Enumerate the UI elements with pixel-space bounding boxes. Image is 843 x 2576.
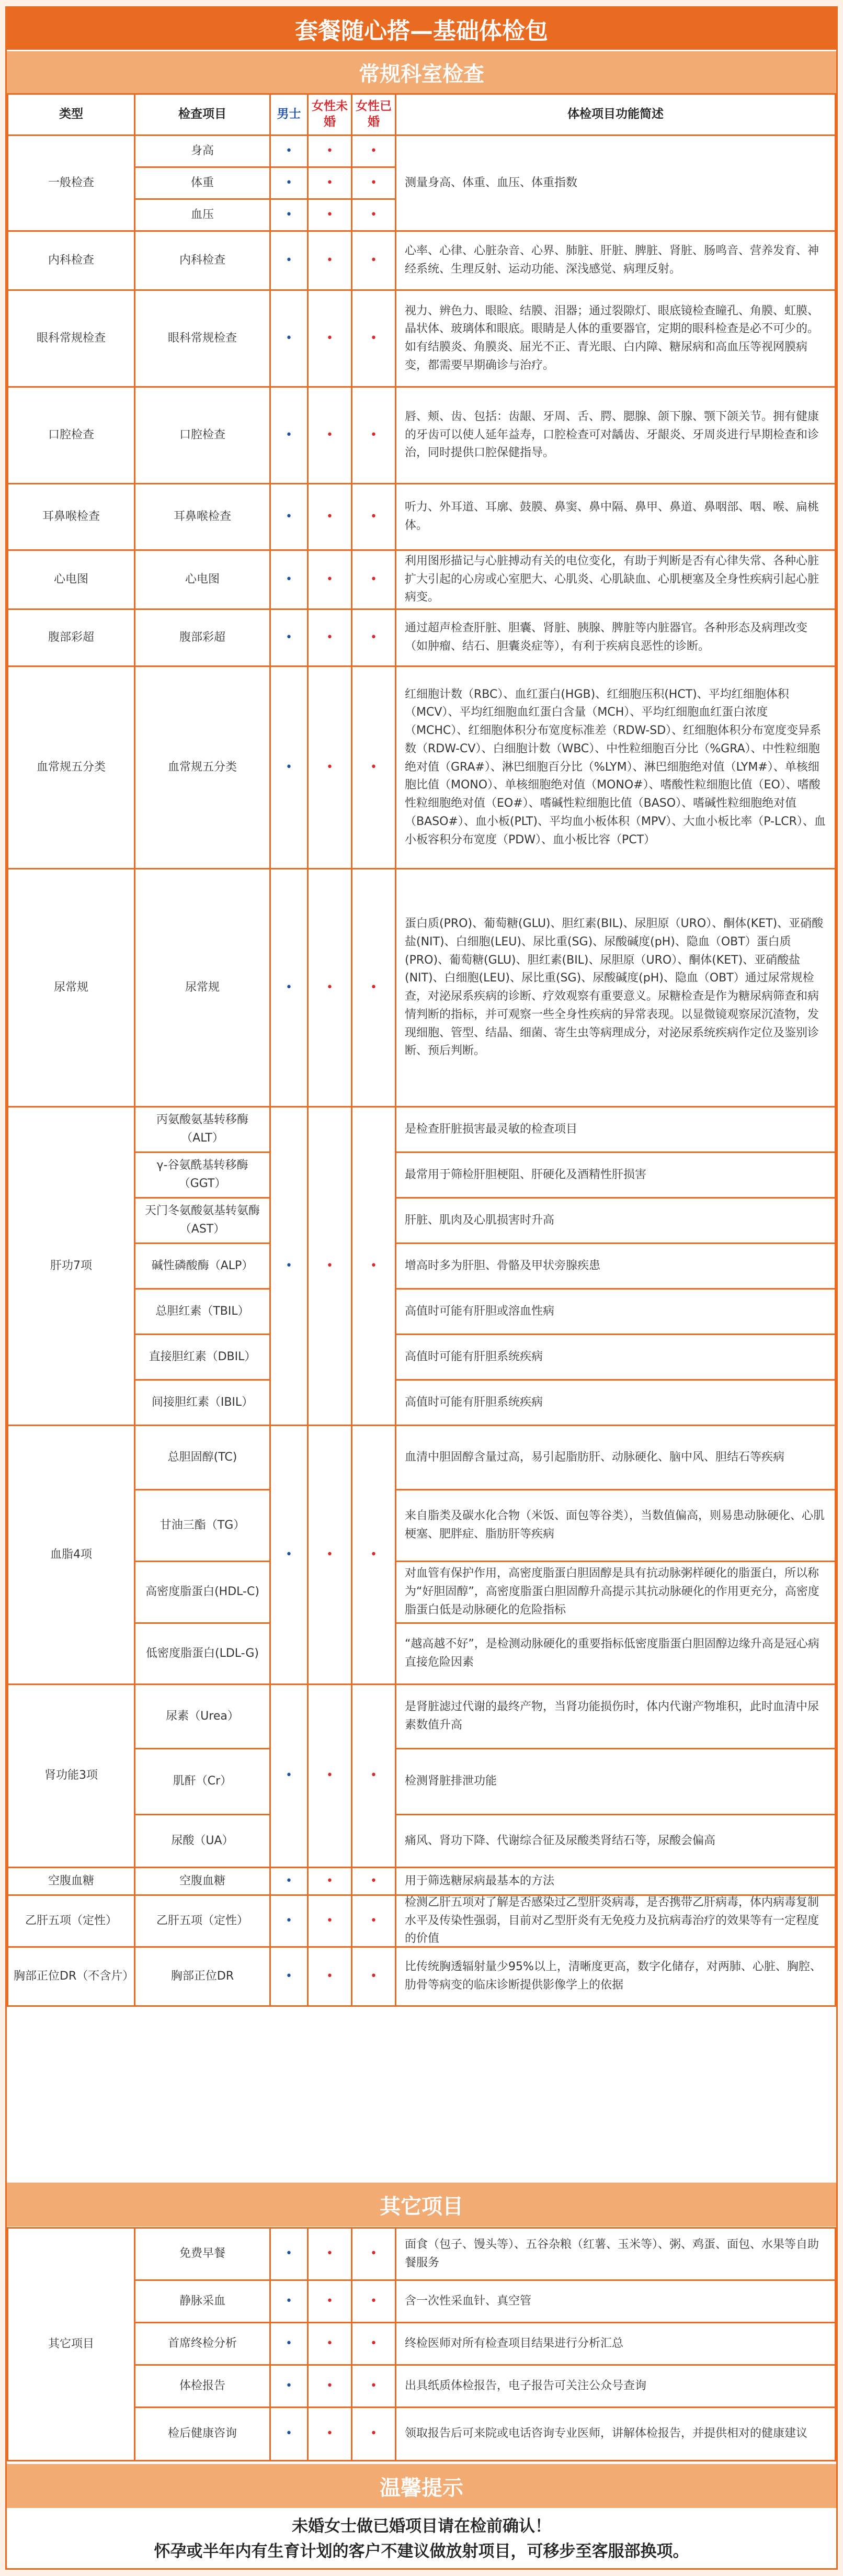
male-mark: •	[271, 388, 307, 483]
item-cell: 直接胆红素（DBIL）	[135, 1335, 269, 1379]
female-unmarried-mark: •	[309, 291, 351, 386]
description-cell: 血清中胆固醇含量过高，易引起脂肪肝、动脉硬化、脑中风、胆结石等疾病	[396, 1426, 835, 1489]
male-mark: •	[271, 667, 307, 868]
female-unmarried-mark: •	[309, 2408, 351, 2460]
male-mark: •	[271, 1685, 307, 1867]
female-married-mark: •	[352, 1426, 395, 1684]
female-unmarried-mark: •	[309, 200, 351, 230]
female-married-mark: •	[352, 2408, 395, 2460]
header-item: 检查项目	[135, 95, 269, 134]
category-cell: 血脂4项	[8, 1426, 134, 1684]
category-cell: 尿常规	[8, 869, 134, 1106]
item-cell: 血常规五分类	[135, 667, 269, 868]
female-married-mark: •	[352, 200, 395, 230]
category-cell: 腹部彩超	[8, 610, 134, 665]
description-cell: 通过超声检查肝脏、胆囊、肾脏、胰腺、脾脏等内脏器官。各种形态及病理改变（如肿瘤、结石、胆囊炎症等），有利于疾病良恶性的诊断。	[396, 610, 835, 665]
description-cell: 领取报告后可来院或电话咨询专业医师，讲解体检报告，并提供相对的健康建议	[396, 2408, 835, 2460]
section-other-title: 其它项目	[7, 2183, 836, 2227]
male-mark: •	[271, 291, 307, 386]
female-unmarried-mark: •	[309, 2281, 351, 2322]
female-married-mark: •	[352, 1108, 395, 1425]
item-cell: 尿常规	[135, 869, 269, 1106]
female-married-mark: •	[352, 168, 395, 198]
description-cell: 高值时可能有肝胆系统疾病	[396, 1381, 835, 1425]
male-mark: •	[271, 1896, 307, 1946]
male-mark: •	[271, 136, 307, 166]
female-married-mark: •	[352, 2366, 395, 2406]
female-unmarried-mark: •	[309, 2366, 351, 2406]
male-mark: •	[271, 2281, 307, 2322]
female-married-mark: •	[352, 1685, 395, 1867]
category-cell: 内科检查	[8, 232, 134, 289]
female-unmarried-mark: •	[309, 388, 351, 483]
female-unmarried-mark: •	[309, 1868, 351, 1894]
description-cell: 高值时可能有肝胆或溶血性病	[396, 1290, 835, 1334]
male-mark: •	[271, 1108, 307, 1425]
female-married-mark: •	[352, 484, 395, 549]
female-married-mark: •	[352, 1896, 395, 1946]
description-cell: 检测乙肝五项对了解是否感染过乙型肝炎病毒，是否携带乙肝病毒，体内病毒复制水平及传染性强弱，目前对乙型肝炎有无免疫力及抗病毒治疗的效果等有一定程度的价值	[396, 1896, 835, 1946]
male-mark: •	[271, 232, 307, 289]
female-married-mark: •	[352, 1948, 395, 2005]
category-cell: 一般检查	[8, 136, 134, 230]
item-cell: 间接胆红素（IBIL）	[135, 1381, 269, 1425]
male-mark: •	[271, 2229, 307, 2279]
male-mark: •	[271, 2323, 307, 2364]
category-cell: 耳鼻喉检查	[8, 484, 134, 549]
description-cell: 测量身高、体重、血压、体重指数	[396, 136, 835, 230]
tip-line: 未婚女士做已婚项目请在检前确认！	[292, 2516, 551, 2536]
description-cell: 红细胞计数（RBC）、血红蛋白(HGB)、红细胞压积(HCT)、平均红细胞体积（MCV）、平均红细胞血红蛋白含量（MCH）、平均红细胞血红蛋白浓度（MCHC）、红细胞体积分布宽度标准差（RDW-SD）、红细胞体积分布宽度变异系数（RDW-CV）、白细胞计数（WBC）、中性粒细胞百分比（%GRA）、中性粒细胞绝对值（GRA#）、淋巴细胞百分比（%LYM）、淋巴细胞绝对值（LYM#）、单核细胞比值（MONO）、单核细胞绝对值（MONO#）、嗜酸性粒细胞比值（EO）、嗜酸性粒细胞绝对值（EO#）、嗜碱性粒细胞比值（BASO）、嗜碱性粒细胞绝对值（BASO#）、血小板(PLT)、平均血小板体积（MPV）、大血小板比率（P-LCR）、血小板容积分布宽度（PDW）、血小板比容（PCT）	[396, 667, 835, 868]
section-routine-title: 常规科室检查	[7, 51, 836, 93]
other-table	[7, 2227, 836, 2461]
category-cell: 胸部正位DR（不含片）	[8, 1948, 134, 2005]
female-married-mark: •	[352, 2281, 395, 2322]
item-cell: γ-谷氨酰基转移酶（GGT）	[135, 1153, 269, 1197]
category-cell: 肝功7项	[8, 1108, 134, 1425]
male-mark: •	[271, 2408, 307, 2460]
female-unmarried-mark: •	[309, 869, 351, 1106]
male-mark: •	[271, 1426, 307, 1684]
category-cell: 空腹血糖	[8, 1868, 134, 1894]
item-cell: 口腔检查	[135, 388, 269, 483]
description-cell: 高值时可能有肝胆系统疾病	[396, 1335, 835, 1379]
male-mark: •	[271, 1948, 307, 2005]
description-cell: 用于筛选糖尿病最基本的方法	[396, 1868, 835, 1894]
female-unmarried-mark: •	[309, 2229, 351, 2279]
item-cell: 眼科常规检查	[135, 291, 269, 386]
female-unmarried-mark: •	[309, 168, 351, 198]
description-cell: 对血管有保护作用，高密度脂蛋白胆固醇是具有抗动脉粥样硬化的脂蛋白，所以称为“好胆固醇”，高密度脂蛋白胆固醇升高提示其抗动脉硬化的作用更充分，高密度脂蛋白低是动脉硬化的危险指标	[396, 1562, 835, 1622]
item-cell: 丙氨酸氨基转移酶（ALT）	[135, 1108, 269, 1151]
description-cell: 肝脏、肌肉及心肌损害时升高	[396, 1199, 835, 1242]
female-married-mark: •	[352, 610, 395, 665]
female-married-mark: •	[352, 551, 395, 608]
item-cell: 心电图	[135, 551, 269, 608]
tips-box	[7, 2510, 836, 2568]
category-cell: 血常规五分类	[8, 667, 134, 868]
description-cell: 听力、外耳道、耳廓、鼓膜、鼻窦、鼻中隔、鼻甲、鼻道、鼻咽部、咽、喉、扁桃体。	[396, 484, 835, 549]
category-cell: 口腔检查	[8, 388, 134, 483]
item-cell: 碱性磷酸酶（ALP）	[135, 1244, 269, 1288]
female-unmarried-mark: •	[309, 551, 351, 608]
item-cell: 内科检查	[135, 232, 269, 289]
female-unmarried-mark: •	[309, 610, 351, 665]
female-unmarried-mark: •	[309, 1426, 351, 1684]
male-mark: •	[271, 168, 307, 198]
male-mark: •	[271, 200, 307, 230]
item-cell: 首席终检分析	[135, 2323, 269, 2364]
item-cell: 乙肝五项（定性）	[135, 1896, 269, 1946]
female-unmarried-mark: •	[309, 1896, 351, 1946]
female-unmarried-mark: •	[309, 484, 351, 549]
description-cell: 终检医师对所有检查项目结果进行分析汇总	[396, 2323, 835, 2364]
description-cell: 检测肾脏排泄功能	[396, 1749, 835, 1814]
item-cell: 体检报告	[135, 2366, 269, 2406]
description-cell: 视力、辨色力、眼睑、结膜、泪器；通过裂隙灯、眼底镜检查瞳孔、角膜、虹膜、晶状体、玻璃体和眼底。眼睛是人体的重要器官，定期的眼科检查是必不可少的。如有结膜炎、角膜炎、屈光不正、青光眼、白内障、糖尿病和高血压等视网膜病变，都需要早期确诊与治疗。	[396, 291, 835, 386]
description-cell: 含一次性采血针、真空管	[396, 2281, 835, 2322]
item-cell: 免费早餐	[135, 2229, 269, 2279]
description-cell: 最常用于筛检肝胆梗阻、肝硬化及酒精性肝损害	[396, 1153, 835, 1197]
female-married-mark: •	[352, 136, 395, 166]
description-cell: 痛风、肾功下降、代谢综合征及尿酸类肾结石等，尿酸会偏高	[396, 1815, 835, 1867]
female-unmarried-mark: •	[309, 2323, 351, 2364]
category-cell: 肾功能3项	[8, 1685, 134, 1867]
female-married-mark: •	[352, 667, 395, 868]
description-cell: “越高越不好”，是检测动脉硬化的重要指标低密度脂蛋白胆固醇边缘升高是冠心病直接危险因素	[396, 1624, 835, 1684]
item-cell: 静脉采血	[135, 2281, 269, 2322]
category-cell: 眼科常规检查	[8, 291, 134, 386]
item-cell: 尿酸（UA）	[135, 1815, 269, 1867]
female-married-mark: •	[352, 1868, 395, 1894]
female-married-mark: •	[352, 2229, 395, 2279]
header-female-unmarried: 女性未婚	[309, 95, 351, 134]
item-cell: 身高	[135, 136, 269, 166]
male-mark: •	[271, 869, 307, 1106]
header-male: 男士	[271, 95, 307, 134]
item-cell: 耳鼻喉检查	[135, 484, 269, 549]
female-unmarried-mark: •	[309, 667, 351, 868]
item-cell: 血压	[135, 200, 269, 230]
description-cell: 是检查肝脏损害最灵敏的检查项目	[396, 1108, 835, 1151]
male-mark: •	[271, 484, 307, 549]
description-cell: 来自脂类及碳水化合物（米饭、面包等谷类），当数值偏高，则易患动脉硬化、心肌梗塞、肥胖症、脂肪肝等疾病	[396, 1490, 835, 1561]
description-cell: 唇、颊、齿、包括：齿龈、牙周、舌、腭、腮腺、颌下腺、颚下颌关节。拥有健康的牙齿可以使人延年益寿，口腔检查可对龋齿、牙龈炎、牙周炎进行早期检查和诊治，同时提供口腔保健指导。	[396, 388, 835, 483]
item-cell: 总胆固醇(TC)	[135, 1426, 269, 1489]
female-unmarried-mark: •	[309, 1685, 351, 1867]
item-cell: 天门冬氨酸氨基转氨酶（AST）	[135, 1199, 269, 1242]
male-mark: •	[271, 610, 307, 665]
female-unmarried-mark: •	[309, 1108, 351, 1425]
description-cell: 是肾脏滤过代谢的最终产物，当肾功能损伤时，体内代谢产物堆积，此时血清中尿素数值升高	[396, 1685, 835, 1748]
description-cell: 利用图形描记与心脏搏动有关的电位变化，有助于判断是否有心律失常、各种心脏扩大引起的心房或心室肥大、心肌炎、心肌缺血、心肌梗塞及全身性疾病引起心脏病变。	[396, 551, 835, 608]
item-cell: 肌酐（Cr）	[135, 1749, 269, 1814]
female-married-mark: •	[352, 388, 395, 483]
item-cell: 检后健康咨询	[135, 2408, 269, 2460]
female-unmarried-mark: •	[309, 1948, 351, 2005]
item-cell: 高密度脂蛋白(HDL-C)	[135, 1562, 269, 1622]
male-mark: •	[271, 551, 307, 608]
category-cell: 心电图	[8, 551, 134, 608]
description-cell: 出具纸质体检报告，电子报告可关注公众号查询	[396, 2366, 835, 2406]
female-married-mark: •	[352, 2323, 395, 2364]
category-cell: 其它项目	[8, 2229, 134, 2460]
item-cell: 体重	[135, 168, 269, 198]
header-category: 类型	[8, 95, 134, 134]
female-married-mark: •	[352, 291, 395, 386]
page-title: 套餐随心搭—基础体检包	[7, 8, 836, 50]
item-cell: 尿素（Urea）	[135, 1685, 269, 1748]
item-cell: 胸部正位DR	[135, 1948, 269, 2005]
description-cell: 比传统胸透辐射量少95%以上，清晰度更高，数字化储存，对两肺、心脏、胸腔、肋骨等病变的临床诊断提供影像学上的依据	[396, 1948, 835, 2005]
female-married-mark: •	[352, 869, 395, 1106]
male-mark: •	[271, 2366, 307, 2406]
description-cell: 增高时多为肝胆、骨骼及甲状旁腺疾患	[396, 1244, 835, 1288]
category-cell: 乙肝五项（定性）	[8, 1896, 134, 1946]
item-cell: 总胆红素（TBIL）	[135, 1290, 269, 1334]
description-cell: 心率、心律、心脏杂音、心界、肺脏、肝脏、脾脏、肾脏、肠鸣音、营养发育、神经系统、生理反射、运动功能、深浅感觉、病理反射。	[396, 232, 835, 289]
section-tips-title: 温馨提示	[7, 2464, 836, 2508]
routine-table	[7, 93, 836, 2007]
female-unmarried-mark: •	[309, 136, 351, 166]
female-unmarried-mark: •	[309, 232, 351, 289]
tip-line: 怀孕或半年内有生育计划的客户不建议做放射项目，可移步至客服部换项。	[154, 2542, 689, 2561]
item-cell: 低密度脂蛋白(LDL-G)	[135, 1624, 269, 1684]
female-married-mark: •	[352, 232, 395, 289]
description-cell: 面食（包子、馒头等）、五谷杂粮（红薯、玉米等）、粥、鸡蛋、面包、水果等自助餐服务	[396, 2229, 835, 2279]
header-description: 体检项目功能简述	[396, 95, 835, 134]
item-cell: 腹部彩超	[135, 610, 269, 665]
description-cell: 蛋白质(PRO)、葡萄糖(GLU)、胆红素(BIL)、尿胆原（URO）、酮体(KET)、亚硝酸盐(NIT)、白细胞(LEU)、尿比重(SG)、尿酸碱度(pH)、隐血（OBT）蛋白质(PRO)、葡萄糖(GLU)、胆红素(BIL)、尿胆原（URO）、酮体(KET)、亚硝酸盐(NIT)、白细胞(LEU)、尿比重(SG)、尿酸碱度(pH)、隐血（OBT）通过尿常规检查，对泌尿系疾病的诊断、疗效观察有重要意义。尿糖检查是作为糖尿病筛查和病情判断的指标，并可观察一些全身性疾病的异常表现。以显微镜观察尿沉渣物，发现细胞、管型、结晶、细菌、寄生虫等病理成分，对泌尿系统疾病作定位及鉴别诊断、预后判断。	[396, 869, 835, 1106]
header-female-married: 女性已婚	[352, 95, 395, 134]
item-cell: 空腹血糖	[135, 1868, 269, 1894]
male-mark: •	[271, 1868, 307, 1894]
item-cell: 甘油三酯（TG）	[135, 1490, 269, 1561]
